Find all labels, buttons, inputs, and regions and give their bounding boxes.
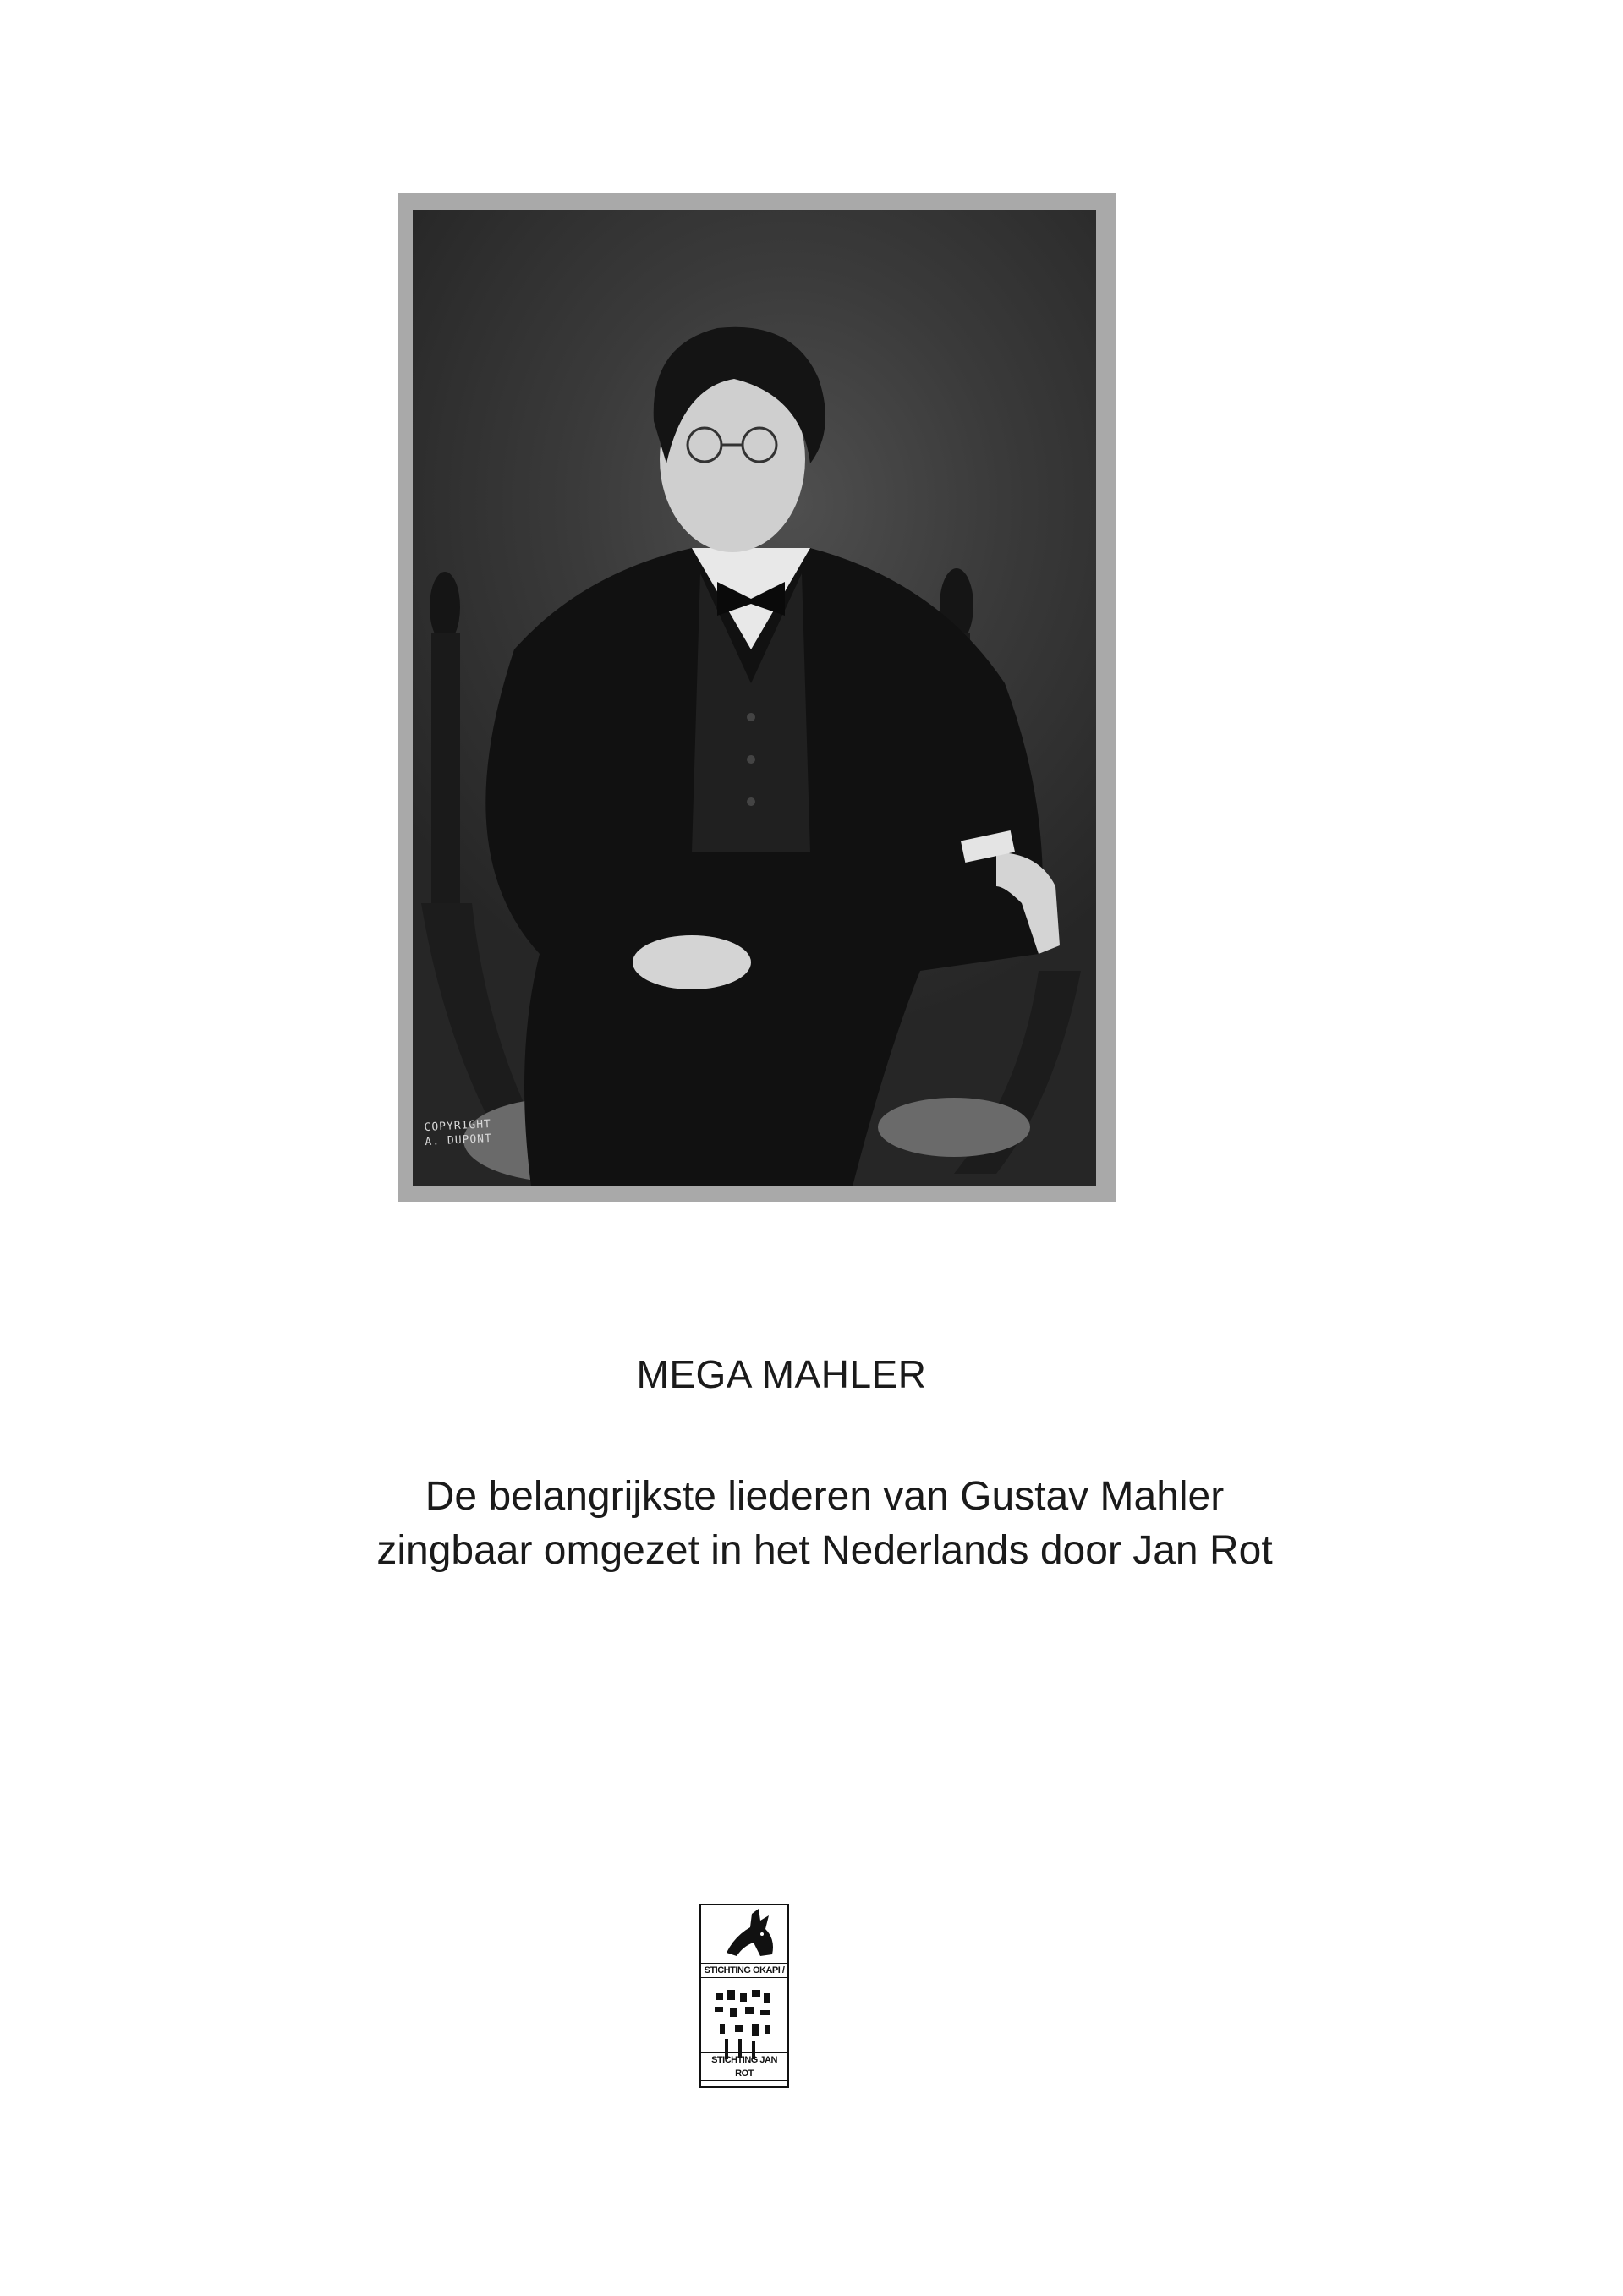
subtitle-line-1: De belangrijkste liederen van Gustav Mahler — [425, 1474, 1225, 1519]
portrait-illustration — [413, 210, 1096, 1186]
logo-label-top: STICHTING OKAPI / — [701, 1963, 787, 1978]
page-title: MEGA MAHLER — [636, 1352, 927, 1396]
portrait-photo-frame — [398, 193, 1116, 1202]
portrait-photo — [413, 210, 1096, 1186]
subtitle-line-2: zingbaar omgezet in het Nederlands door Jan Rot — [376, 1528, 1273, 1573]
stichting-okapi-logo — [699, 1904, 789, 2088]
subtitle — [0, 1470, 1623, 1578]
logo-label-bottom: STICHTING JAN ROT — [701, 2052, 787, 2081]
photo-copyright-mark: COPYRIGHT A. DUPONT — [424, 1117, 493, 1149]
